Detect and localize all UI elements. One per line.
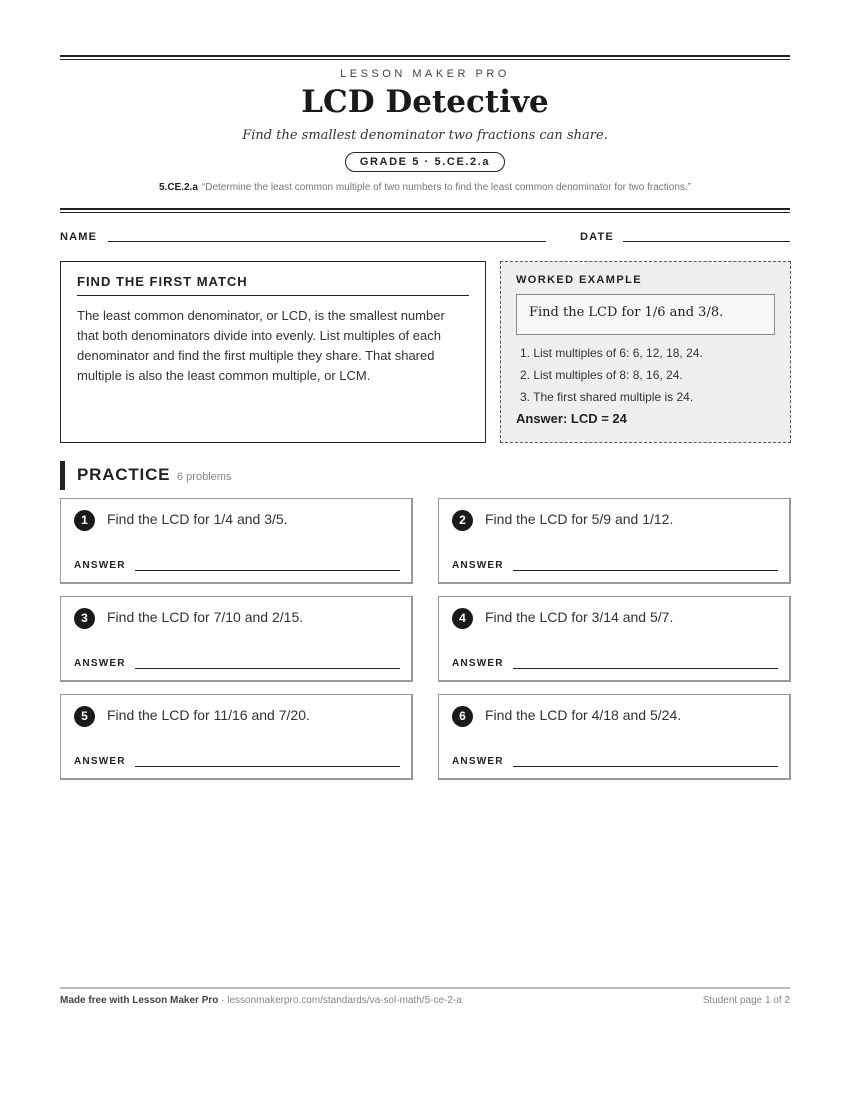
problem-card: [60, 498, 413, 584]
page-title: LCD Detective: [301, 84, 549, 120]
answer-label: ANSWER: [74, 658, 126, 669]
worked-example-answer: Answer: LCD = 24: [516, 411, 627, 426]
page-subtitle: Find the smallest denominator two fractions can share.: [242, 128, 608, 143]
problem-card: [438, 498, 791, 584]
answer-label: ANSWER: [452, 560, 504, 571]
worked-example-prompt: Find the LCD for 1/6 and 3/8.: [516, 294, 775, 335]
name-label: NAME: [60, 231, 98, 243]
problem-question: Find the LCD for 3/14 and 5/7.: [485, 609, 674, 625]
problem-number: 4: [452, 608, 473, 629]
standard-line: [0, 182, 850, 193]
grade-badge: GRADE 5 · 5.CE.2.a: [345, 152, 505, 172]
problem-question: Find the LCD for 11/16 and 7/20.: [107, 707, 310, 723]
intro-text: The least common denominator, or LCD, is the smallest number that both denominators divide into evenly. List multiples of each denominator and find the first multiple they share. That shared multiple is also the least common multiple, or LCM.: [77, 308, 445, 383]
problem-question: Find the LCD for 5/9 and 1/12.: [485, 511, 674, 527]
answer-field[interactable]: [513, 668, 778, 669]
footer-rule: [60, 987, 790, 989]
footer-url: · lessonmakerpro.com/standards/va-sol-math/5-ce-2-a: [218, 995, 462, 1006]
problem-number: 6: [452, 706, 473, 727]
grade-badge-wrap: [0, 152, 850, 172]
problem-card: [60, 694, 413, 780]
problem-question: Find the LCD for 1/4 and 3/5.: [107, 511, 288, 527]
top-rule: [60, 55, 790, 60]
worked-example-heading: WORKED EXAMPLE: [516, 274, 642, 286]
worked-example-step: 2. List multiples of 8: 8, 16, 24.: [520, 368, 683, 382]
header-bottom-rule: [60, 208, 790, 213]
answer-field[interactable]: [135, 766, 400, 767]
problem-card: [438, 596, 791, 682]
answer-label: ANSWER: [452, 756, 504, 767]
problem-number: 5: [74, 706, 95, 727]
answer-label: ANSWER: [74, 560, 126, 571]
answer-field[interactable]: [135, 570, 400, 571]
footer-page-number: Student page 1 of 2: [702, 995, 790, 1006]
intro-heading: FIND THE FIRST MATCH: [77, 274, 469, 296]
footer-made-with: Made free with Lesson Maker Pro: [60, 995, 219, 1006]
practice-count: 6 problems: [177, 471, 232, 483]
brand-name: LESSON MAKER PRO: [340, 68, 510, 80]
standard-text: “Determine the least common multiple of two numbers to find the least common denominator for two fractions.”: [201, 182, 692, 193]
footer-credit: [60, 995, 462, 1006]
problem-number: 2: [452, 510, 473, 531]
worked-example-box: [500, 261, 791, 443]
date-field[interactable]: [623, 241, 790, 242]
answer-label: ANSWER: [74, 756, 126, 767]
worked-example-step: 1. List multiples of 6: 6, 12, 18, 24.: [520, 346, 703, 360]
answer-field[interactable]: [135, 668, 400, 669]
worked-example-steps: [520, 342, 775, 408]
answer-field[interactable]: [513, 766, 778, 767]
practice-title: PRACTICE: [77, 465, 171, 484]
name-field[interactable]: [108, 241, 546, 242]
problem-card: [60, 596, 413, 682]
intro-box: [60, 261, 486, 443]
problem-question: Find the LCD for 4/18 and 5/24.: [485, 707, 682, 723]
standard-code: 5.CE.2.a: [158, 182, 198, 193]
practice-accent-bar: [60, 461, 65, 490]
problem-number: 1: [74, 510, 95, 531]
date-label: DATE: [580, 231, 614, 243]
worked-example-step: 3. The first shared multiple is 24.: [520, 390, 694, 404]
problem-number: 3: [74, 608, 95, 629]
answer-field[interactable]: [513, 570, 778, 571]
problem-card: [438, 694, 791, 780]
problem-question: Find the LCD for 7/10 and 2/15.: [107, 609, 304, 625]
answer-label: ANSWER: [452, 658, 504, 669]
